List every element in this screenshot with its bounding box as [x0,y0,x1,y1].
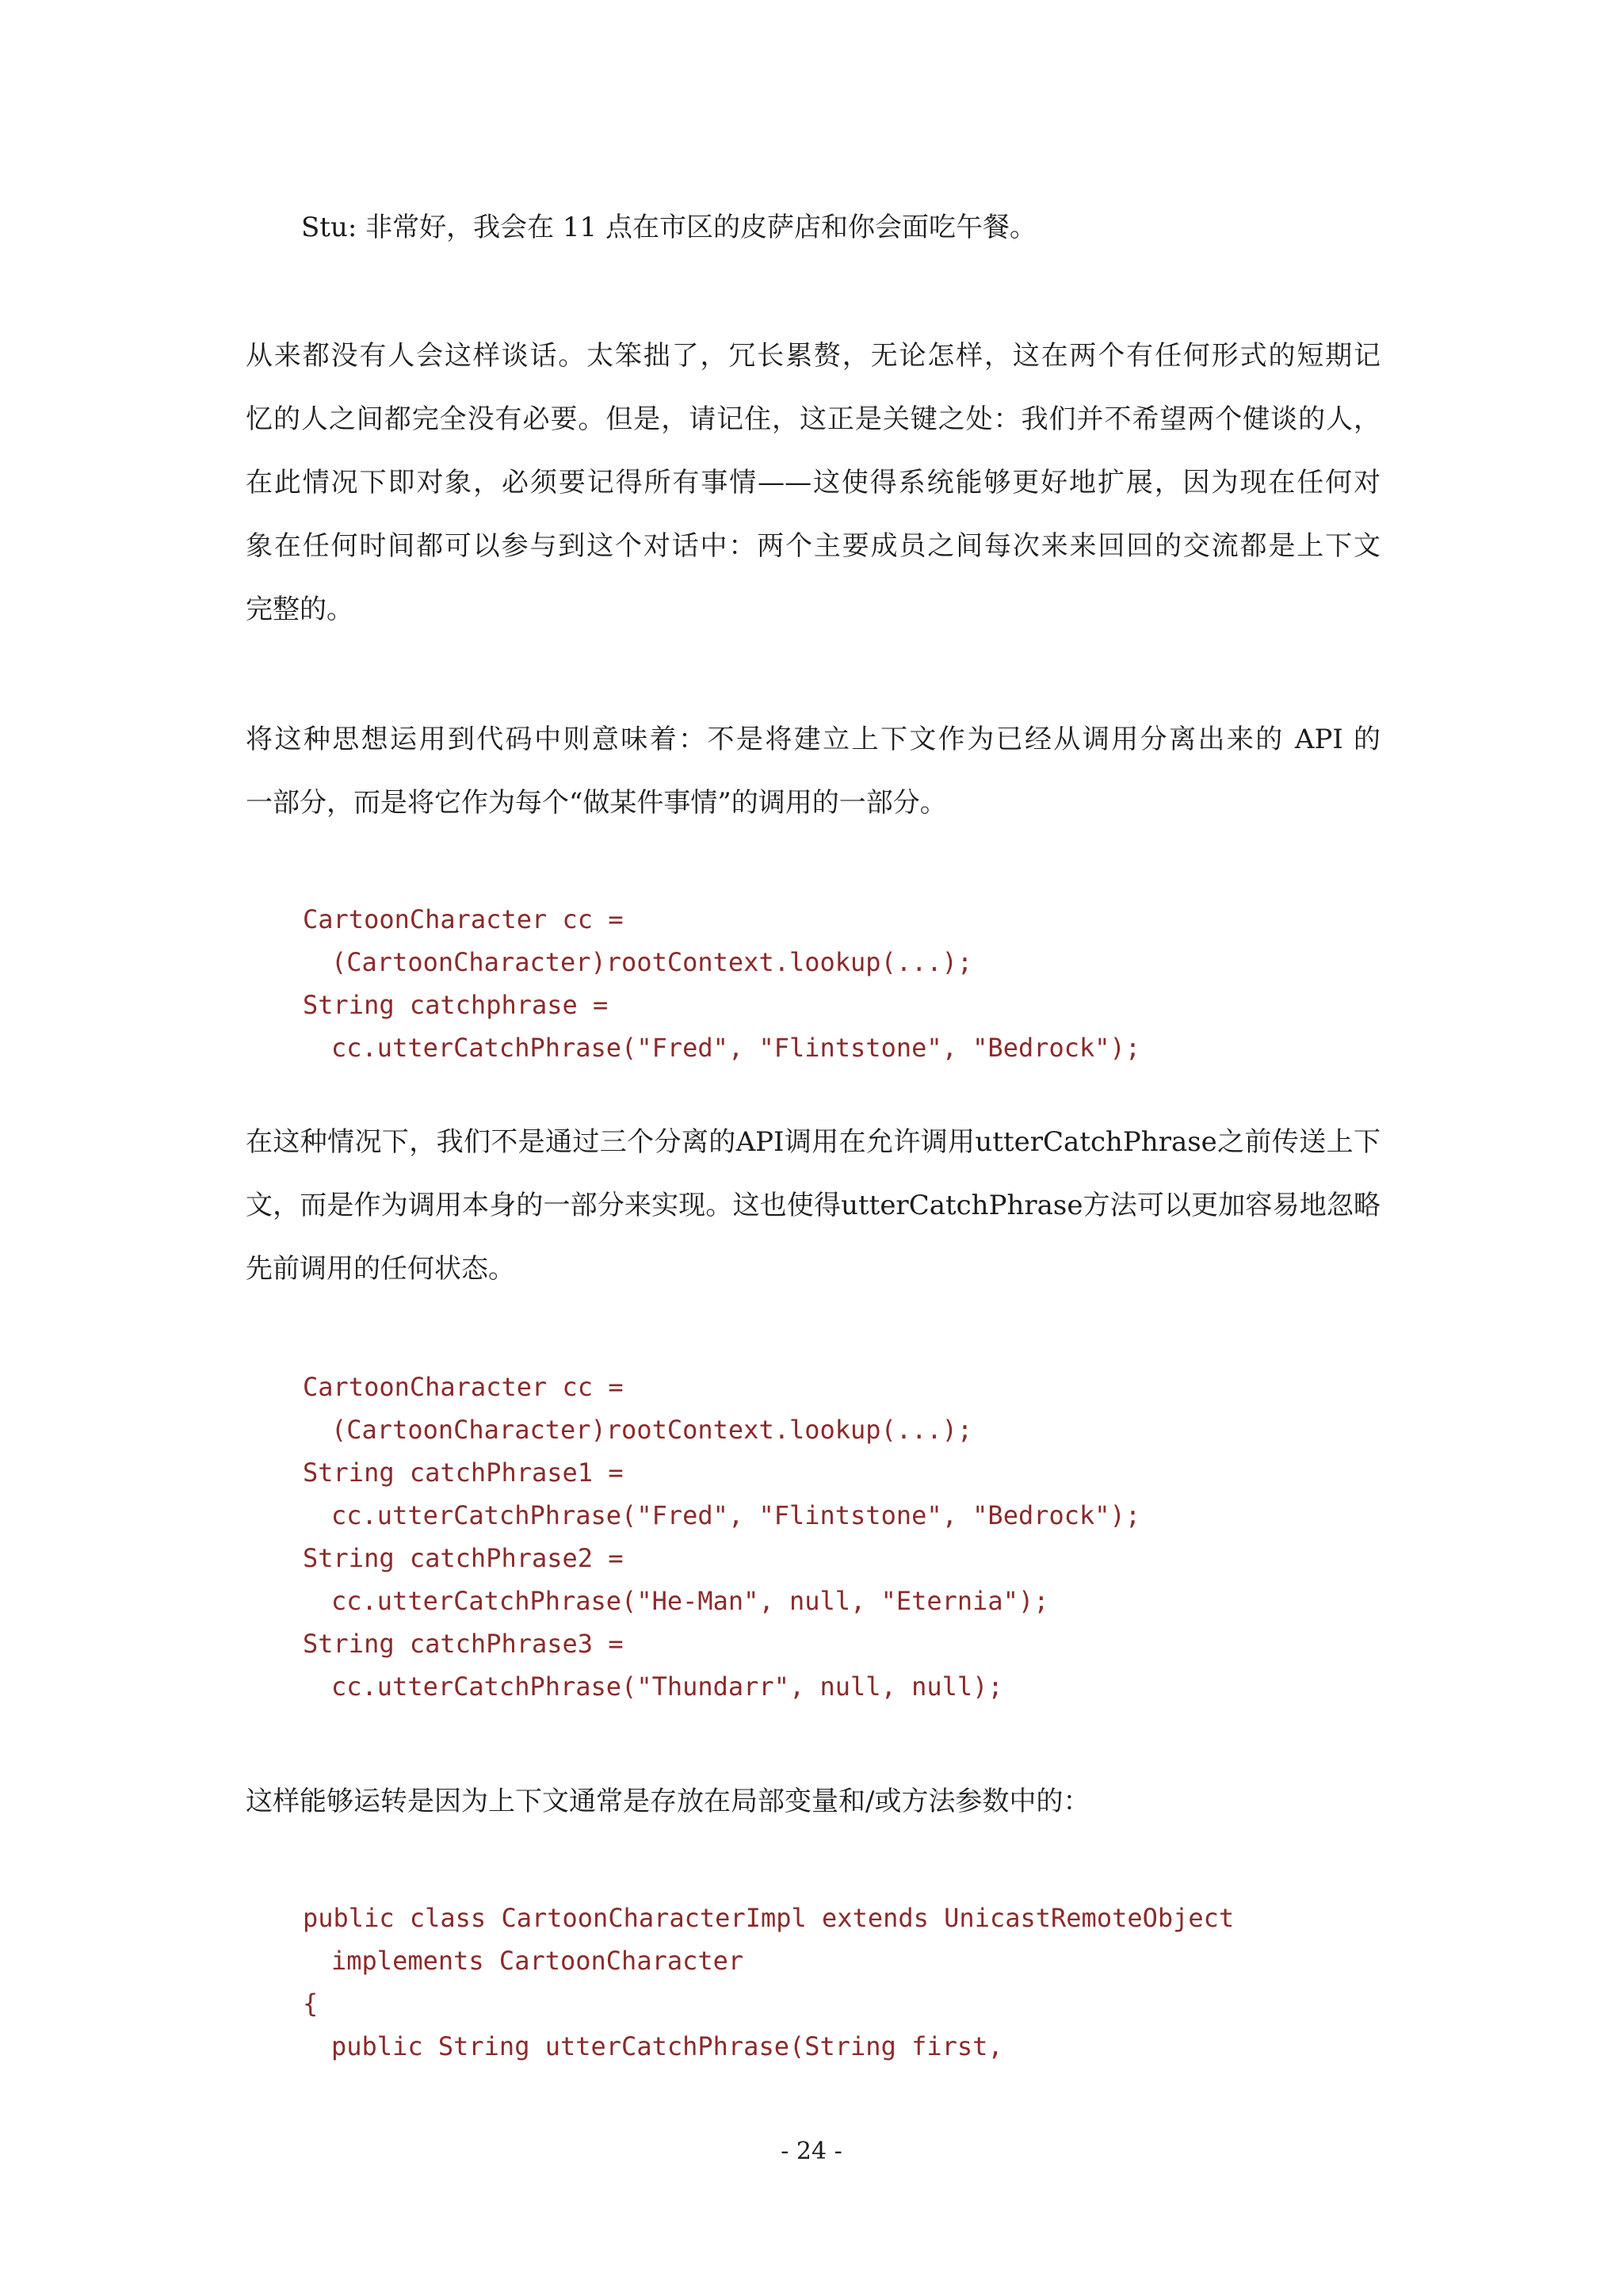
code-line: (CartoonCharacter)rootContext.lookup(...); [331,947,973,977]
paragraph-line: 完整的。 [246,594,353,625]
paragraph-line: 忆的人之间都完全没有必要。但是，请记住，这正是关键之处：我们并不希望两个健谈的人， [246,403,1381,435]
page-number: - 24 - [781,2137,842,2165]
code-line: String catchPhrase2 = [303,1543,624,1573]
code-line: public String utterCatchPhrase(String first, [331,2031,1003,2061]
code-line: cc.utterCatchPhrase("He-Man", null, "Eternia"); [331,1586,1049,1616]
paragraph-line: 将这种思想运用到代码中则意味着：不是将建立上下文作为已经从调用分离出来的 API 的 [246,724,1381,755]
paragraph-line: 文，而是作为调用本身的一部分来实现。这也使得utterCatchPhrase方法可以更加容易地忽略 [246,1190,1381,1221]
code-line: { [303,1988,319,2019]
code-line: (CartoonCharacter)rootContext.lookup(...); [331,1415,973,1445]
code-line: public class CartoonCharacterImpl extends UnicastRemoteObject [303,1903,1235,1933]
paragraph-line: 一部分，而是将它作为每个“做某件事情”的调用的一部分。 [246,787,947,819]
code-line: cc.utterCatchPhrase("Fred", "Flintstone", "Bedrock"); [331,1033,1141,1063]
code-line: cc.utterCatchPhrase("Thundarr", null, null); [331,1671,1003,1702]
code-line: CartoonCharacter cc = [303,904,624,934]
code-line: implements CartoonCharacter [331,1946,744,1976]
paragraph-line: 先前调用的任何状态。 [246,1253,515,1285]
code-line: String catchPhrase1 = [303,1457,624,1488]
code-line: CartoonCharacter cc = [303,1372,624,1402]
code-line: String catchPhrase3 = [303,1629,624,1659]
dialogue-line: Stu: 非常好，我会在 11 点在市区的皮萨店和你会面吃午餐。 [301,212,1037,243]
paragraph-line: 象在任何时间都可以参与到这个对话中：两个主要成员之间每次来来回回的交流都是上下文 [246,530,1381,562]
paragraph-line: 这样能够运转是因为上下文通常是存放在局部变量和/或方法参数中的： [246,1786,1090,1817]
paragraph-line: 在此情况下即对象，必须要记得所有事情——这使得系统能够更好地扩展，因为现在任何对 [246,467,1381,499]
code-line: String catchphrase = [303,990,609,1020]
paragraph-line: 在这种情况下，我们不是通过三个分离的API调用在允许调用utterCatchPhrase之前传送上下 [246,1126,1381,1158]
code-line: cc.utterCatchPhrase("Fred", "Flintstone", "Bedrock"); [331,1500,1141,1530]
paragraph-line: 从来都没有人会这样谈话。太笨拙了，冗长累赘，无论怎样，这在两个有任何形式的短期记 [246,340,1381,372]
